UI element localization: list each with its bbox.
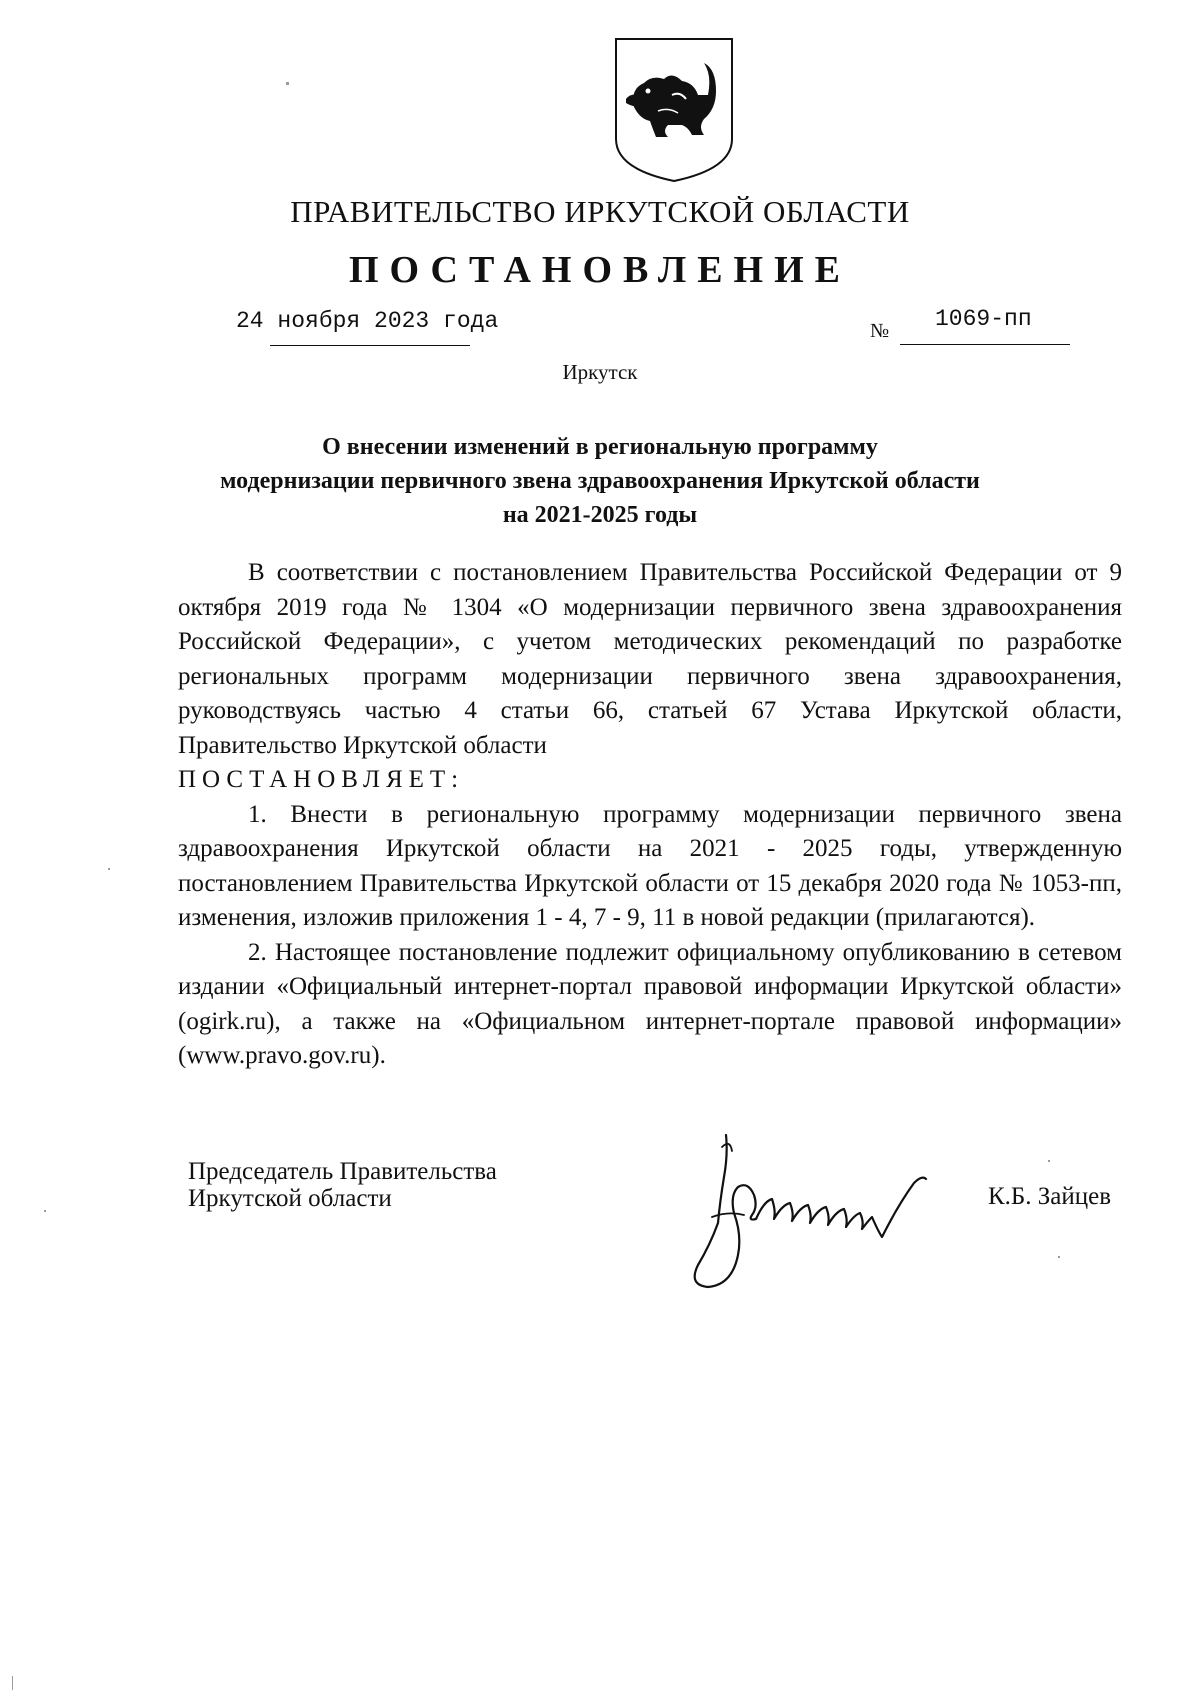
scan-speck — [286, 82, 289, 85]
preamble-paragraph: В соответствии с постановлением Правительства Российской Федерации от 9 октября 2019 года № 1304 «О модернизации первичного звена здравоохранения Российской Федерации», с учетом методических рекомендаций по разработке региональных программ модернизации первичного звена здравоохранения, руководствуясь частью 4 статьи 66, статьей 67 Устава Иркутской области, Правительство Иркутской области — [178, 559, 1122, 759]
signatory-name: К.Б. Зайцев — [988, 1183, 1112, 1210]
item-2-paragraph: 2. Настоящее постановление подлежит официальному опубликованию в сетевом издании «Официальный интернет-портал правовой информации Иркутской области» (ogirk.ru), а также на «Официальном интернет-портале правовой информации» (www.pravo.gov.ru). — [178, 938, 1122, 1069]
heading-line-1: О внесении изменений в региональную программу — [322, 434, 878, 460]
document-heading — [150, 430, 1050, 532]
scan-edge-mark — [12, 1676, 13, 1690]
document-type-title: ПОСТАНОВЛЕНИЕ — [348, 249, 852, 291]
number-sign: № — [870, 320, 890, 342]
number-underline — [900, 344, 1070, 345]
position-line-2: Иркутской области — [188, 1185, 392, 1212]
signatory-position — [188, 1158, 497, 1212]
scan-speck — [1048, 1160, 1050, 1162]
irkutsk-coat-of-arms-emblem — [612, 35, 736, 185]
scan-speck — [108, 868, 110, 870]
position-line-1: Председатель Правительства — [188, 1158, 497, 1185]
document-body — [178, 556, 1122, 1074]
scan-speck — [1058, 1256, 1060, 1258]
document-date: 24 ноября 2023 года — [236, 308, 499, 334]
heading-line-3: на 2021-2025 годы — [502, 502, 698, 528]
handwritten-signature — [668, 1125, 948, 1295]
government-name: ПРАВИТЕЛЬСТВО ИРКУТСКОЙ ОБЛАСТИ — [290, 194, 910, 229]
city-name: Иркутск — [562, 360, 638, 384]
item-1-paragraph: 1. Внести в региональную программу модернизации первичного звена здравоохранения Иркутской области на 2021 - 2025 годы, утвержденную постановлением Правительства Иркутской области от 15 декабря 2020 года № 1053-пп, изменения, изложив приложения 1 - 4, 7 - 9, 11 в новой редакции (прилагаются). — [178, 800, 1122, 931]
scan-speck — [44, 1210, 46, 1212]
document-number: 1069-пп — [935, 306, 1032, 332]
resolves-word: ПОСТАНОВЛЯЕТ: — [178, 766, 465, 793]
date-underline — [270, 345, 470, 346]
heading-line-2: модернизации первичного звена здравоохранения Иркутской области — [220, 468, 980, 494]
